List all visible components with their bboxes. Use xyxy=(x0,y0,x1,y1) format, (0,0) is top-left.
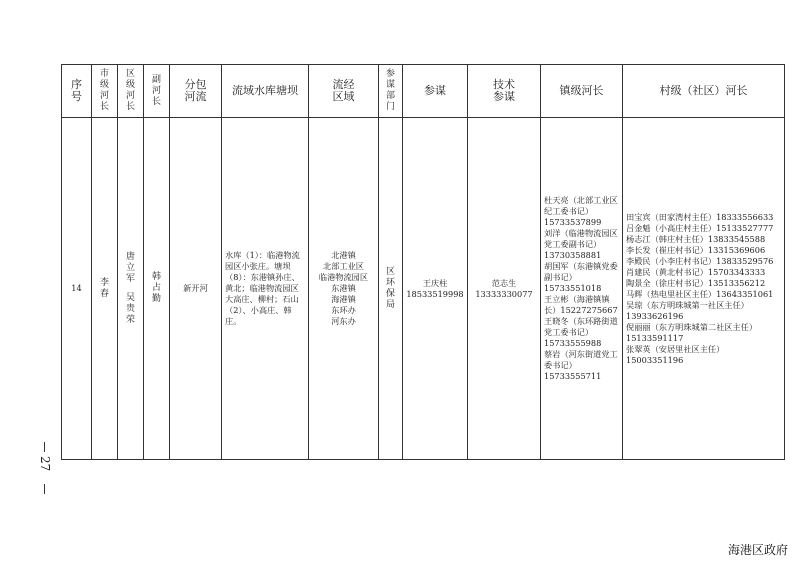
river-chief-table-container xyxy=(61,64,784,460)
header-town-chief: 镇级河长 xyxy=(541,65,623,118)
cell-city-chief: 李春 xyxy=(92,118,118,460)
header-basin: 流域水库塘坝 xyxy=(222,65,309,118)
page-number-dash-bottom xyxy=(44,484,45,494)
header-advisor: 参谋 xyxy=(403,65,468,118)
cell-seq: 14 xyxy=(62,118,92,460)
footer-source-label: 海港区政府 xyxy=(727,543,788,557)
page-number-dash-top xyxy=(44,442,45,452)
cell-branch-river: 新开河 xyxy=(170,118,222,460)
advisor-name: 王庆柱 xyxy=(422,277,448,288)
cell-district-chief xyxy=(118,118,144,460)
cell-deputy-chief: 韩占勤 xyxy=(144,118,170,460)
cell-village-chief: 田宝宾（田家湾村主任）18333556633 吕金魁（小高庄村主任）15133527777 杨志江（韩庄村主任）13833545588 李长发（崔庄村书记）13315369606 李殿民（小李庄村书记）13833529576 肖建民（黄北村书记）15703343333 陶景全（徐庄村书记）13513356212 马辉（热电里社区主任）13643351061 吴琼（东方明珠城第一社区主任）13933626196 倪丽丽（东方明珠城第二社区主任）15133591117 张翠英（安居里社区主任）15003351196 xyxy=(623,118,785,460)
header-village-chief: 村级（社区）河长 xyxy=(623,65,785,118)
header-row xyxy=(62,65,785,118)
cell-tech-advisor xyxy=(468,118,541,460)
cell-town-chief: 杜天亮（北部工业区纪工委书记）15733537899 刘洋（临港物流园区党工委副书记）13730358881 胡国军（东港镇党委副书记）15733551018 王立彬（海港镇镇长）15227275667 王晓冬（东环路街道党工委书记）15733555988 蔡岩（河东街道党工委书记）15733555711 xyxy=(541,118,623,460)
river-chief-table xyxy=(61,64,785,460)
header-branch-river: 分包河流 xyxy=(170,65,222,118)
header-city-chief: 市级河长 xyxy=(92,65,118,118)
cell-dept: 区环保局 xyxy=(379,118,403,460)
tech-advisor-name: 范志生 xyxy=(491,277,517,288)
district-chief-a: 唐立军 xyxy=(125,251,135,284)
advisor-phone: 18533519998 xyxy=(406,288,464,299)
cell-area: 北港镇 北部工业区 临港物流园区 东港镇 海港镇 东环办 河东办 xyxy=(309,118,379,460)
table-row xyxy=(62,118,785,460)
header-seq: 序号 xyxy=(62,65,92,118)
header-tech-advisor: 技术参谋 xyxy=(468,65,541,118)
cell-basin: 水库（1）：临港物流园区小张庄。塘坝（8）：东港镇孙庄、黄北；临港物流园区大高庄、柳村；石山（2）、小高庄、韩庄。 xyxy=(222,118,309,460)
district-chief-b: 吴贵荣 xyxy=(125,292,135,325)
header-dept: 参谋部门 xyxy=(379,65,403,118)
cell-advisor xyxy=(403,118,468,460)
header-deputy-chief: 副河长 xyxy=(144,65,170,118)
tech-advisor-phone: 13333330077 xyxy=(475,288,533,299)
page-number: 27 xyxy=(38,456,52,472)
header-district-chief: 区级河长 xyxy=(118,65,144,118)
header-area: 流经区域 xyxy=(309,65,379,118)
